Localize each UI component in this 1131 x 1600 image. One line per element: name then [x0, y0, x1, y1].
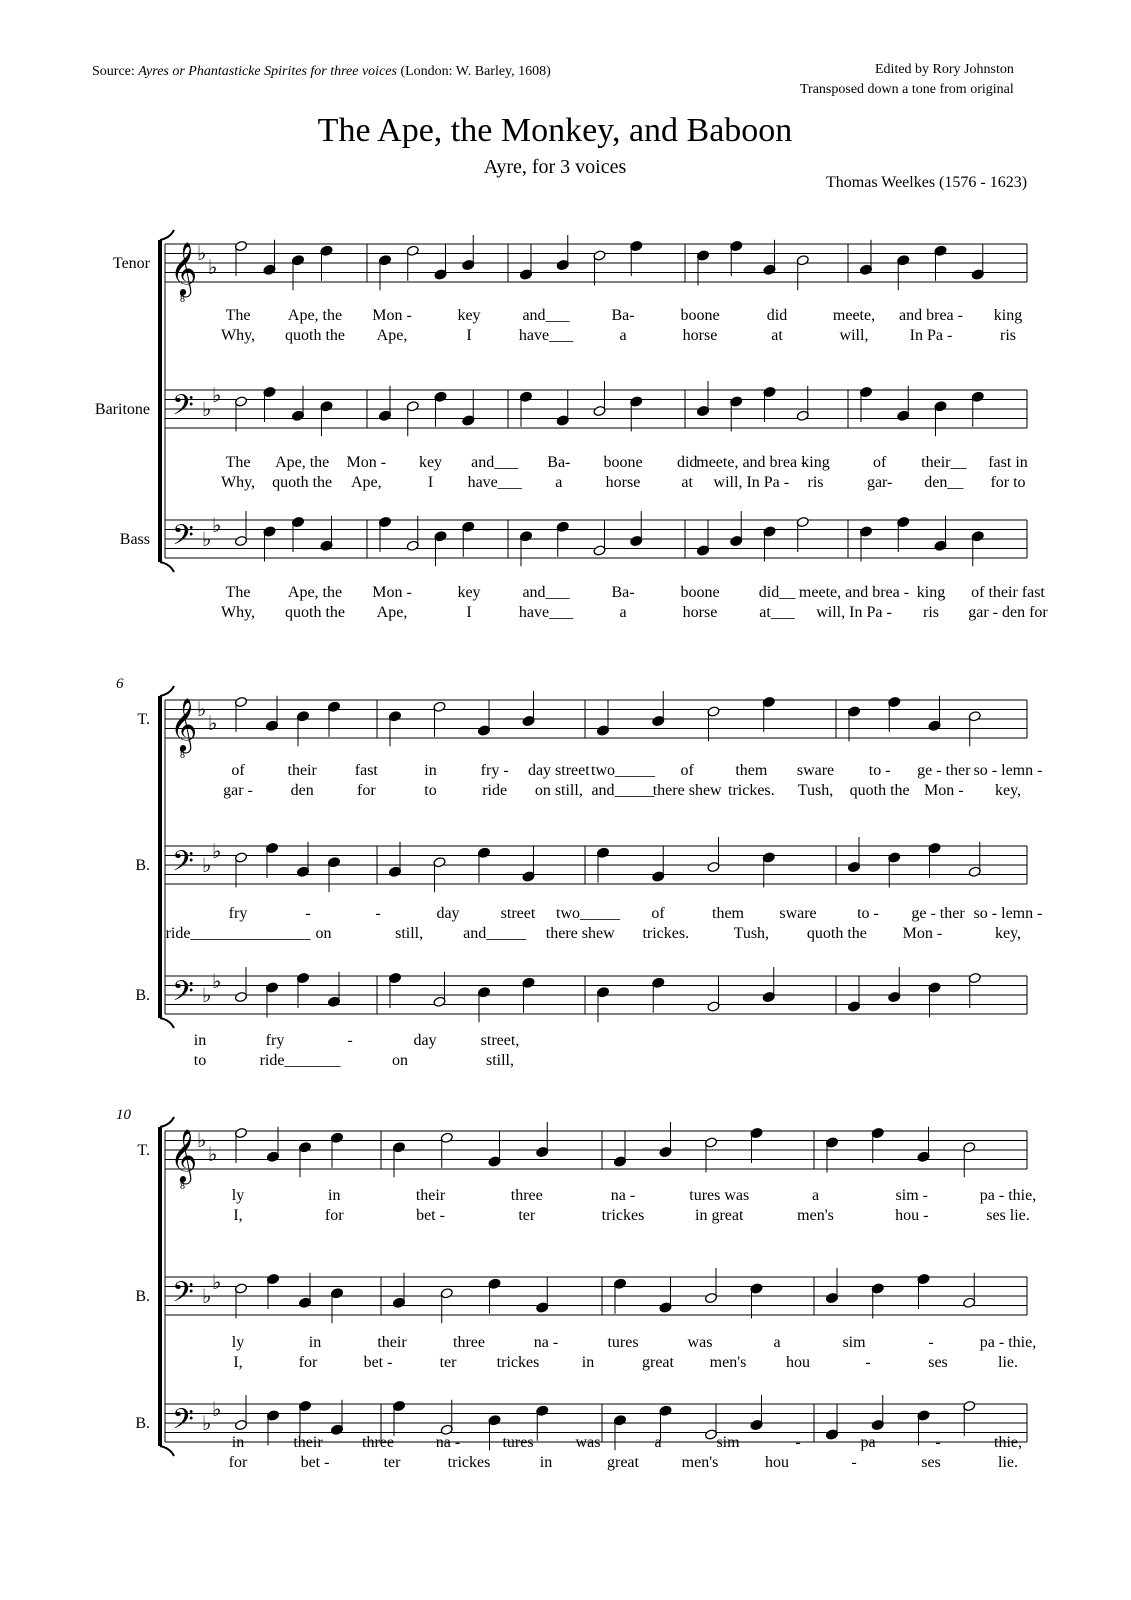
- lyric-line: [231, 762, 1042, 779]
- lyric-syllable: three: [510, 1187, 543, 1204]
- flat-sign: ♭: [197, 699, 207, 721]
- lyric-syllable: king: [916, 584, 946, 601]
- lyric-syllable: day street: [527, 762, 590, 779]
- lyric-syllable: so - lemn -: [973, 762, 1043, 779]
- voice-name: B.: [135, 1415, 150, 1432]
- lyric-syllable: lie.: [998, 1454, 1018, 1471]
- bracket-top-curl: [160, 1117, 174, 1127]
- lyric-line: [223, 782, 1021, 799]
- lyric-syllable: ly: [231, 1187, 245, 1204]
- lyric-syllable: on: [315, 925, 332, 942]
- lyric-syllable: their: [287, 762, 317, 779]
- lyric-syllable: at___: [759, 604, 795, 621]
- octave-mark: 8: [180, 294, 185, 305]
- flat-sign: ♭: [212, 385, 222, 407]
- lyric-syllable: ris: [807, 474, 824, 491]
- voice-name: T.: [137, 711, 150, 728]
- lyric-syllable: street,: [480, 1032, 520, 1049]
- editor-credit: Edited by Rory Johnston: [875, 62, 1014, 77]
- lyric-syllable: pa - thie,: [979, 1187, 1037, 1204]
- lyric-syllable: will, In Pa -: [713, 474, 790, 491]
- transposition-note: Transposed down a tone from original: [800, 82, 1014, 97]
- staff: [165, 691, 1027, 761]
- bracket-top-curl: [160, 230, 174, 240]
- lyric-syllable: horse: [682, 327, 718, 344]
- lyric-syllable: ge - ther: [911, 905, 965, 922]
- lyric-syllable: key,: [994, 925, 1022, 942]
- bracket-bottom-curl: [160, 562, 174, 572]
- lyric-syllable: quoth the: [285, 327, 345, 344]
- staff: [165, 1122, 1027, 1192]
- flat-sign: ♭: [197, 243, 207, 265]
- lyric-syllable: to -: [857, 905, 879, 922]
- lyric-syllable: in: [328, 1187, 341, 1204]
- lyric-syllable: sim -: [895, 1187, 928, 1204]
- lyric-syllable: still,: [485, 1052, 515, 1069]
- lyric-syllable: trickes: [496, 1354, 540, 1371]
- lyric-syllable: fast: [354, 762, 378, 779]
- lyric-syllable: ris: [1000, 327, 1016, 344]
- lyric-syllable: Ape, the: [275, 454, 330, 471]
- lyric-syllable: trickes: [447, 1454, 491, 1471]
- lyric-syllable: and_____: [463, 925, 527, 942]
- voice-name: B.: [135, 987, 150, 1004]
- source-title: Ayres or Phantasticke Spirites for three voices: [138, 64, 397, 79]
- bass-clef: 𝄢: [172, 391, 194, 428]
- bass-clef: 𝄢: [172, 977, 194, 1014]
- lyric-syllable: den: [290, 782, 314, 799]
- lyric-line: [166, 925, 1021, 942]
- lyric-syllable: men's: [681, 1454, 719, 1471]
- lyric-syllable: to -: [868, 762, 891, 779]
- lyric-syllable: fry: [265, 1032, 285, 1049]
- lyric-syllable: in: [308, 1334, 322, 1351]
- lyric-syllable: in great: [695, 1207, 744, 1224]
- lyric-line: [226, 307, 1023, 324]
- lyric-syllable: three: [453, 1334, 485, 1351]
- lyric-line: [229, 1454, 1018, 1471]
- lyric-syllable: gar - den for: [968, 604, 1048, 621]
- lyric-syllable: Ape, the: [287, 584, 343, 601]
- lyric-syllable: ride_______________: [165, 925, 311, 942]
- lyric-syllable: boone: [680, 584, 720, 601]
- lyric-syllable: two_____: [591, 762, 655, 779]
- flat-sign: ♭: [212, 971, 222, 993]
- lyric-syllable: gar-: [866, 474, 893, 491]
- lyric-syllable: meete,: [832, 307, 876, 324]
- lyric-syllable: -: [347, 1032, 353, 1049]
- staff: [165, 511, 1027, 566]
- lyric-syllable: Ba-: [611, 307, 635, 324]
- lyric-syllable: trickes.: [728, 782, 775, 799]
- lyric-syllable: for to: [990, 474, 1026, 491]
- flat-sign: ♭: [202, 855, 212, 877]
- lyric-line: [226, 454, 1028, 471]
- lyric-syllable: a: [654, 1434, 662, 1451]
- lyric-syllable: of: [651, 905, 665, 922]
- flat-sign: ♭: [208, 257, 218, 279]
- lyric-syllable: The: [225, 454, 251, 471]
- lyric-line: [194, 1032, 520, 1049]
- voice-name: Tenor: [112, 255, 150, 272]
- lyric-syllable: gar -: [223, 782, 253, 799]
- lyric-syllable: of: [680, 762, 694, 779]
- lyric-syllable: them: [735, 762, 768, 779]
- source-label: Source:: [92, 64, 135, 79]
- measure-number: 6: [116, 676, 124, 692]
- lyric-syllable: a: [555, 474, 563, 491]
- flat-sign: ♭: [208, 713, 218, 735]
- lyric-syllable: bet -: [416, 1207, 445, 1224]
- lyric-syllable: hou: [765, 1454, 789, 1471]
- lyric-syllable: in: [424, 762, 437, 779]
- lyric-syllable: have___: [518, 327, 574, 344]
- flat-sign: ♭: [212, 515, 222, 537]
- lyric-syllable: quoth the: [272, 474, 333, 491]
- flat-sign: ♭: [202, 1413, 212, 1435]
- lyric-line: [226, 584, 1046, 601]
- flat-sign: ♭: [202, 1286, 212, 1308]
- lyric-syllable: quoth the: [806, 925, 867, 942]
- octave-mark: 8: [180, 750, 185, 761]
- lyric-line: [229, 905, 1043, 922]
- staff: [165, 967, 1027, 1022]
- lyric-syllable: ses lie.: [986, 1207, 1030, 1224]
- lyric-syllable: did: [676, 454, 698, 471]
- lyric-syllable: tures: [502, 1434, 534, 1451]
- lyric-syllable: their__: [921, 454, 967, 471]
- lyric-syllable: on: [392, 1052, 408, 1069]
- source-publication: (London: W. Barley, 1608): [400, 64, 551, 79]
- lyric-syllable: two_____: [556, 905, 620, 922]
- voice-name: T.: [137, 1142, 150, 1159]
- lyric-syllable: was: [575, 1434, 601, 1451]
- lyric-syllable: na -: [610, 1187, 636, 1204]
- lyric-syllable: fry: [228, 905, 248, 922]
- flat-sign: ♭: [202, 399, 212, 421]
- lyric-syllable: key: [457, 307, 481, 324]
- lyric-syllable: Ba-: [547, 454, 571, 471]
- lyric-syllable: bet -: [300, 1454, 330, 1471]
- bass-clef: 𝄢: [172, 521, 194, 558]
- lyric-syllable: a: [811, 1187, 820, 1204]
- lyric-syllable: in: [193, 1032, 207, 1049]
- lyric-syllable: trickes.: [642, 925, 690, 942]
- lyric-syllable: thie,: [994, 1434, 1022, 1451]
- lyric-syllable: men's: [709, 1354, 747, 1371]
- lyric-syllable: a: [619, 604, 627, 621]
- staff: [165, 381, 1027, 436]
- lyric-syllable: ses: [921, 1454, 941, 1471]
- lyric-syllable: for: [228, 1454, 248, 1471]
- lyric-syllable: boone: [680, 307, 720, 324]
- lyric-syllable: fast in: [988, 454, 1028, 471]
- lyric-syllable: there shew: [652, 782, 722, 799]
- lyric-syllable: bet -: [363, 1354, 393, 1371]
- lyric-syllable: sim: [716, 1434, 740, 1451]
- lyric-syllable: to: [424, 782, 437, 799]
- staff: [165, 837, 1027, 892]
- piece-subtitle: Ayre, for 3 voices: [483, 156, 627, 178]
- lyric-syllable: Tush,: [797, 782, 834, 799]
- lyric-syllable: key: [457, 584, 481, 601]
- lyric-syllable: Why,: [220, 604, 256, 621]
- lyric-syllable: -: [305, 905, 311, 922]
- flat-sign: ♭: [212, 1399, 222, 1421]
- lyric-syllable: ter: [439, 1354, 457, 1371]
- lyric-syllable: I,: [233, 1354, 243, 1371]
- lyric-syllable: ride: [482, 782, 508, 799]
- lyric-syllable: The: [225, 307, 251, 324]
- lyric-syllable: -: [795, 1434, 801, 1451]
- bass-clef: 𝄢: [172, 1405, 194, 1442]
- lyric-syllable: tures was: [689, 1187, 750, 1204]
- lyric-syllable: and___: [471, 454, 519, 471]
- lyric-syllable: three: [362, 1434, 394, 1451]
- lyric-syllable: for: [298, 1354, 318, 1371]
- lyric-syllable: ge - ther: [917, 762, 971, 779]
- lyric-syllable: The: [225, 584, 251, 601]
- lyric-syllable: I: [466, 327, 472, 344]
- lyric-syllable: Why,: [220, 474, 256, 491]
- lyric-line: [232, 1187, 1036, 1204]
- lyric-syllable: Ape,: [376, 604, 408, 621]
- lyric-syllable: den__: [924, 474, 964, 491]
- lyric-syllable: have___: [467, 474, 522, 491]
- lyric-line: [232, 1334, 1036, 1351]
- lyric-syllable: -: [935, 1434, 941, 1451]
- lyric-syllable: Mon -: [346, 454, 387, 471]
- lyric-syllable: tures: [607, 1334, 639, 1351]
- flat-sign: ♭: [212, 1272, 222, 1294]
- staff: [165, 235, 1027, 305]
- lyric-syllable: to: [193, 1052, 207, 1069]
- lyric-syllable: Mon -: [902, 925, 943, 942]
- bracket-bottom-curl: [160, 1018, 174, 1028]
- lyric-syllable: meete, and brea -: [696, 454, 807, 471]
- lyric-syllable: Mon -: [372, 307, 412, 324]
- lyric-syllable: na -: [435, 1434, 461, 1451]
- lyric-syllable: king: [801, 454, 830, 471]
- lyric-syllable: meete, and brea -: [798, 584, 910, 601]
- lyric-syllable: In Pa -: [909, 327, 953, 344]
- lyric-syllable: I: [466, 604, 472, 621]
- lyric-syllable: day: [436, 905, 460, 922]
- lyric-syllable: was: [687, 1334, 713, 1351]
- lyric-syllable: in: [231, 1434, 245, 1451]
- flat-sign: ♭: [212, 841, 222, 863]
- treble-clef-8vb: 𝄞: [170, 243, 198, 294]
- lyric-syllable: Ape,: [376, 327, 408, 344]
- lyric-line: [221, 604, 1048, 621]
- voice-name: B.: [135, 857, 150, 874]
- lyric-syllable: will,: [839, 327, 869, 344]
- bass-clef: 𝄢: [172, 847, 194, 884]
- lyric-syllable: did: [766, 307, 788, 324]
- lyric-syllable: -: [928, 1334, 934, 1351]
- lyric-syllable: -: [375, 905, 381, 922]
- piece-title: The Ape, the Monkey, and Baboon: [317, 112, 793, 149]
- lyric-line: [221, 474, 1026, 491]
- lyric-syllable: ter: [518, 1207, 536, 1224]
- lyric-syllable: hou -: [895, 1207, 929, 1224]
- lyric-syllable: so - lemn -: [973, 905, 1043, 922]
- measure-number: 10: [116, 1107, 131, 1123]
- lyric-syllable: sware: [796, 762, 835, 779]
- lyric-syllable: street: [500, 905, 536, 922]
- lyric-syllable: will, In Pa -: [816, 604, 892, 621]
- flat-sign: ♭: [202, 985, 212, 1007]
- lyric-syllable: at: [681, 474, 693, 491]
- lyric-syllable: key,: [994, 782, 1022, 799]
- lyric-syllable: day: [413, 1032, 437, 1049]
- lyric-syllable: their: [377, 1334, 407, 1351]
- lyric-syllable: ses: [928, 1354, 948, 1371]
- lyric-syllable: still,: [395, 925, 424, 942]
- lyric-syllable: sim: [842, 1334, 866, 1351]
- lyric-syllable: Tush,: [733, 925, 770, 942]
- lyric-line: [233, 1354, 1018, 1371]
- lyric-syllable: of: [231, 762, 245, 779]
- lyric-line: [233, 1207, 1029, 1224]
- lyric-syllable: sware: [779, 905, 817, 922]
- lyric-syllable: their: [293, 1434, 323, 1451]
- lyric-syllable: ride_______: [259, 1052, 341, 1069]
- lyric-syllable: Mon -: [372, 584, 412, 601]
- bracket-top-curl: [160, 686, 174, 696]
- lyric-syllable: quoth the: [285, 604, 345, 621]
- lyric-line: [221, 327, 1016, 344]
- lyric-syllable: and_____: [591, 782, 655, 799]
- composer-credit: Thomas Weelkes (1576 - 1623): [826, 174, 1028, 191]
- lyric-syllable: a: [619, 327, 627, 344]
- lyric-syllable: horse: [605, 474, 641, 491]
- lyric-syllable: king: [993, 307, 1023, 324]
- lyric-syllable: them: [712, 905, 744, 922]
- lyric-syllable: a: [773, 1334, 781, 1351]
- lyric-syllable: for: [324, 1207, 344, 1224]
- treble-clef-8vb: 𝄞: [170, 1130, 198, 1181]
- lyric-syllable: horse: [682, 604, 718, 621]
- lyric-syllable: great: [642, 1354, 674, 1371]
- lyric-syllable: did__: [758, 584, 796, 601]
- lyric-syllable: pa: [860, 1434, 876, 1451]
- lyric-syllable: on still,: [534, 782, 583, 799]
- voice-name: Bass: [119, 531, 150, 548]
- lyric-syllable: Mon -: [924, 782, 964, 799]
- lyric-syllable: ter: [383, 1454, 401, 1471]
- lyric-syllable: their: [415, 1187, 446, 1204]
- lyric-syllable: men's: [797, 1207, 834, 1224]
- lyric-syllable: lie.: [998, 1354, 1018, 1371]
- flat-sign: ♭: [202, 529, 212, 551]
- lyric-syllable: trickes: [601, 1207, 645, 1224]
- lyric-syllable: in: [539, 1454, 553, 1471]
- lyric-syllable: I,: [233, 1207, 243, 1224]
- lyric-syllable: quoth the: [849, 782, 910, 799]
- lyric-syllable: in: [581, 1354, 595, 1371]
- lyric-syllable: of: [873, 454, 887, 471]
- lyric-syllable: hou: [786, 1354, 810, 1371]
- lyric-syllable: and brea -: [899, 307, 963, 324]
- lyric-syllable: fry -: [480, 762, 509, 779]
- lyric-syllable: ly: [231, 1334, 245, 1351]
- lyric-syllable: Ba-: [611, 584, 635, 601]
- lyric-syllable: ris: [923, 604, 939, 621]
- lyric-syllable: key: [418, 454, 443, 471]
- lyric-syllable: Ape,: [351, 474, 382, 491]
- lyric-syllable: for: [357, 782, 376, 799]
- staff: [165, 1268, 1027, 1323]
- bass-clef: 𝄢: [172, 1278, 194, 1315]
- lyric-syllable: great: [607, 1454, 639, 1471]
- lyric-syllable: at: [771, 327, 783, 344]
- lyric-syllable: I: [427, 474, 434, 491]
- lyric-syllable: -: [865, 1354, 871, 1371]
- lyric-syllable: Ape, the: [287, 307, 343, 324]
- voice-name: Baritone: [94, 401, 150, 418]
- system: [95, 230, 174, 572]
- lyric-syllable: Why,: [220, 327, 256, 344]
- lyric-syllable: -: [851, 1454, 857, 1471]
- lyric-syllable: boone: [603, 454, 643, 471]
- bracket-bottom-curl: [160, 1446, 174, 1456]
- flat-sign: ♭: [208, 1144, 218, 1166]
- lyric-syllable: and___: [522, 307, 570, 324]
- lyric-syllable: of their fast: [971, 584, 1045, 601]
- lyric-syllable: and___: [522, 584, 570, 601]
- lyric-line: [194, 1052, 514, 1069]
- lyric-syllable: pa - thie,: [979, 1334, 1037, 1351]
- treble-clef-8vb: 𝄞: [170, 699, 198, 750]
- octave-mark: 8: [180, 1181, 185, 1192]
- lyric-syllable: na -: [533, 1334, 559, 1351]
- flat-sign: ♭: [197, 1130, 207, 1152]
- lyric-syllable: have___: [518, 604, 574, 621]
- lyric-syllable: there shew: [545, 925, 615, 942]
- voice-name: B.: [135, 1288, 150, 1305]
